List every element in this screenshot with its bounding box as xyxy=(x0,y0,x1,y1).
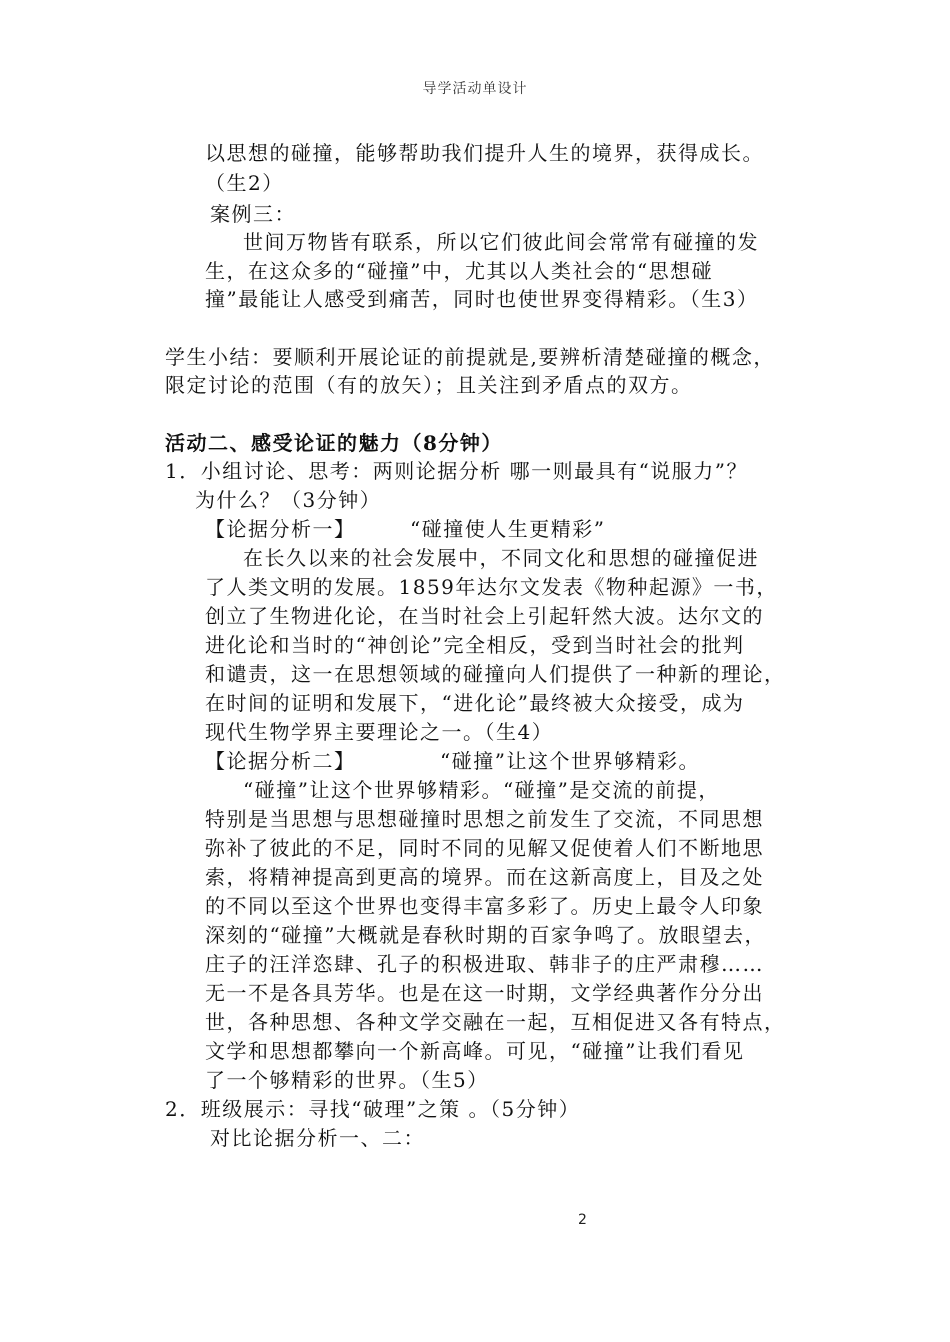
analysis1-label: 【论据分析一】 xyxy=(205,517,356,541)
analysis2-line-10: 文学和思想都攀向一个新高峰。可见，“碰撞”让我们看见 xyxy=(205,1039,745,1063)
summary-line-2: 限定讨论的范围（有的放矢）；且关注到矛盾点的双方。 xyxy=(165,373,693,397)
analysis2-title: “碰撞”让这个世界够精彩。 xyxy=(440,749,700,773)
analysis2-line-2: 特别是当思想与思想碰撞时思想之前发生了交流，不同思想 xyxy=(205,807,764,831)
analysis2-line-11: 了一个够精彩的世界。（生5） xyxy=(205,1068,489,1092)
summary-line-1: 学生小结：要顺利开展论证的前提就是,要辨析清楚碰撞的概念， xyxy=(165,345,775,369)
analysis2-line-5: 的不同以至这个世界也变得丰富多彩了。历史上最令人印象 xyxy=(205,894,764,918)
analysis1-line-6: 在时间的证明和发展下，“进化论”最终被大众接受，成为 xyxy=(205,691,745,715)
case3-line-1: 世间万物皆有联系，所以它们彼此间会常常有碰撞的发 xyxy=(243,230,759,254)
analysis1-line-5: 和谴责，这一在思想领域的碰撞向人们提供了一种新的理论， xyxy=(205,662,786,686)
activity2-title: 活动二、感受论证的魅力（8分钟） xyxy=(165,431,503,455)
analysis2-line-9: 世，各种思想、各种文学交融在一起，互相促进又各有特点， xyxy=(205,1010,786,1034)
case3-heading: 案例三： xyxy=(210,202,296,226)
analysis2-line-8: 无一不是各具芳华。也是在这一时期，文学经典著作分分出 xyxy=(205,981,764,1005)
case3-line-2: 生，在这众多的“碰撞”中，尤其以人类社会的“思想碰 xyxy=(205,259,714,283)
analysis1-line-7: 现代生物学界主要理论之一。（生4） xyxy=(205,720,554,744)
task2-line-2: 对比论据分析一、二： xyxy=(210,1126,425,1150)
case2-line-2: （生2） xyxy=(205,171,284,195)
case3-line-3: 撞”最能让人感受到痛苦，同时也使世界变得精彩。（生3） xyxy=(205,287,759,311)
analysis1-line-4: 进化论和当时的“神创论”完全相反，受到当时社会的批判 xyxy=(205,633,745,657)
analysis1-line-2: 了人类文明的发展。1859年达尔文发表《物种起源》一书， xyxy=(205,575,778,599)
analysis2-line-3: 弥补了彼此的不足，同时不同的见解又促使着人们不断地思 xyxy=(205,836,764,860)
analysis2-line-4: 索，将精神提高到更高的境界。而在这新高度上，目及之处 xyxy=(205,865,764,889)
analysis1-title: “碰撞使人生更精彩” xyxy=(410,517,606,541)
task1-line-1: 1．小组讨论、思考：两则论据分析 哪一则最具有“说服力”？ xyxy=(165,459,749,483)
task2-line-1: 2．班级展示：寻找“破理”之策 。（5分钟） xyxy=(165,1097,581,1121)
analysis2-label: 【论据分析二】 xyxy=(205,749,356,773)
analysis2-line-1: “碰撞”让这个世界够精彩。“碰撞”是交流的前提， xyxy=(243,778,720,802)
analysis2-line-7: 庄子的汪洋恣肆、孔子的积极进取、韩非子的庄严肃穆…… xyxy=(205,952,764,976)
case2-line-1: 以思想的碰撞，能够帮助我们提升人生的境界，获得成长。 xyxy=(205,141,764,165)
analysis1-line-1: 在长久以来的社会发展中，不同文化和思想的碰撞促进 xyxy=(243,546,759,570)
page-number: 2 xyxy=(578,1212,587,1228)
page-header: 导学活动单设计 xyxy=(422,81,528,97)
task1-line-2: 为什么？（3分钟） xyxy=(195,488,382,512)
analysis1-line-3: 创立了生物进化论，在当时社会上引起轩然大波。达尔文的 xyxy=(205,604,764,628)
analysis2-line-6: 深刻的“碰撞”大概就是春秋时期的百家争鸣了。放眼望去， xyxy=(205,923,766,947)
